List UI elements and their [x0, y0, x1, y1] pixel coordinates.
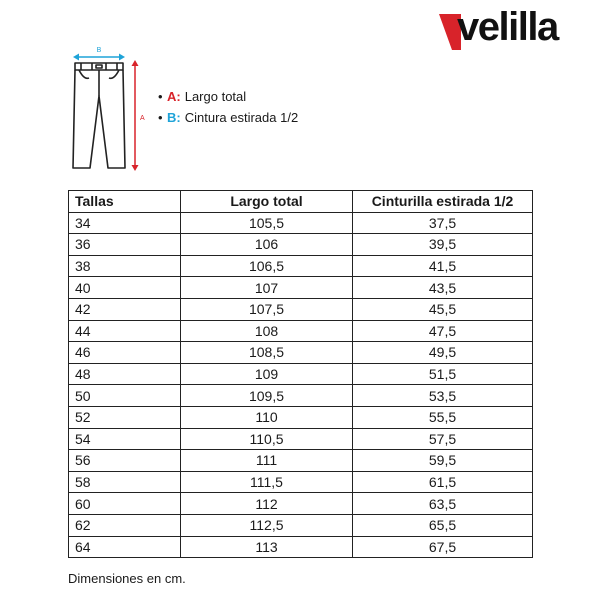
cell-talla: 34	[69, 212, 181, 234]
size-table	[68, 190, 533, 558]
table-header-row	[69, 191, 533, 213]
table-row	[69, 385, 533, 407]
measure-b-arrow	[73, 54, 125, 61]
trousers-icon	[73, 63, 125, 168]
cell-cinturilla: 47,5	[353, 320, 533, 342]
cell-talla: 42	[69, 298, 181, 320]
table-row	[69, 255, 533, 277]
cell-cinturilla: 57,5	[353, 428, 533, 450]
bullet-icon: •	[158, 110, 163, 125]
cell-talla: 40	[69, 277, 181, 299]
cell-talla: 50	[69, 385, 181, 407]
table-row	[69, 363, 533, 385]
cell-largo-total: 113	[181, 536, 353, 558]
table-row	[69, 277, 533, 299]
cell-largo-total: 108,5	[181, 342, 353, 364]
cell-cinturilla: 53,5	[353, 385, 533, 407]
cell-cinturilla: 43,5	[353, 277, 533, 299]
table-row	[69, 493, 533, 515]
table-row	[69, 298, 533, 320]
cell-cinturilla: 61,5	[353, 471, 533, 493]
cell-talla: 52	[69, 406, 181, 428]
bullet-icon: •	[158, 89, 163, 104]
table-row	[69, 234, 533, 256]
footnote: Dimensiones en cm.	[68, 571, 186, 586]
cell-talla: 46	[69, 342, 181, 364]
cell-largo-total: 106,5	[181, 255, 353, 277]
cell-cinturilla: 37,5	[353, 212, 533, 234]
table-row	[69, 536, 533, 558]
header-largo-total: Largo total	[181, 191, 353, 213]
cell-cinturilla: 59,5	[353, 450, 533, 472]
cell-talla: 58	[69, 471, 181, 493]
cell-cinturilla: 49,5	[353, 342, 533, 364]
header-cinturilla: Cinturilla estirada 1/2	[353, 191, 533, 213]
cell-largo-total: 109,5	[181, 385, 353, 407]
cell-cinturilla: 41,5	[353, 255, 533, 277]
table-row	[69, 406, 533, 428]
legend-text-b: Cintura estirada 1/2	[184, 110, 299, 125]
cell-talla: 48	[69, 363, 181, 385]
measurement-legend	[158, 86, 298, 128]
cell-largo-total: 107	[181, 277, 353, 299]
cell-cinturilla: 51,5	[353, 363, 533, 385]
brand-name: velilla	[457, 5, 558, 49]
cell-largo-total: 109	[181, 363, 353, 385]
trousers-diagram	[68, 40, 148, 176]
table-row	[69, 212, 533, 234]
cell-largo-total: 110,5	[181, 428, 353, 450]
cell-cinturilla: 67,5	[353, 536, 533, 558]
cell-largo-total: 110	[181, 406, 353, 428]
legend-key-a: A:	[167, 89, 181, 104]
cell-talla: 60	[69, 493, 181, 515]
table-row	[69, 320, 533, 342]
table-row	[69, 471, 533, 493]
cell-talla: 38	[69, 255, 181, 277]
cell-largo-total: 107,5	[181, 298, 353, 320]
measure-b-label: B	[96, 47, 102, 54]
cell-cinturilla: 45,5	[353, 298, 533, 320]
cell-largo-total: 112,5	[181, 514, 353, 536]
cell-largo-total: 108	[181, 320, 353, 342]
measure-a-label: A	[140, 115, 145, 122]
header-tallas: Tallas	[69, 191, 181, 213]
cell-cinturilla: 55,5	[353, 406, 533, 428]
cell-talla: 44	[69, 320, 181, 342]
legend-item-b	[158, 107, 298, 128]
table-row	[69, 450, 533, 472]
cell-cinturilla: 63,5	[353, 493, 533, 515]
cell-talla: 56	[69, 450, 181, 472]
cell-talla: 54	[69, 428, 181, 450]
cell-largo-total: 106	[181, 234, 353, 256]
cell-largo-total: 105,5	[181, 212, 353, 234]
legend-text-a: Largo total	[184, 89, 247, 104]
brand-logo	[439, 5, 591, 50]
table-row	[69, 428, 533, 450]
legend-item-a	[158, 86, 298, 107]
cell-talla: 62	[69, 514, 181, 536]
cell-largo-total: 112	[181, 493, 353, 515]
measure-a-arrow	[132, 60, 139, 171]
cell-talla: 64	[69, 536, 181, 558]
cell-largo-total: 111,5	[181, 471, 353, 493]
cell-talla: 36	[69, 234, 181, 256]
legend-key-b: B:	[167, 110, 181, 125]
cell-largo-total: 111	[181, 450, 353, 472]
table-row	[69, 342, 533, 364]
table-row	[69, 514, 533, 536]
cell-cinturilla: 39,5	[353, 234, 533, 256]
cell-cinturilla: 65,5	[353, 514, 533, 536]
